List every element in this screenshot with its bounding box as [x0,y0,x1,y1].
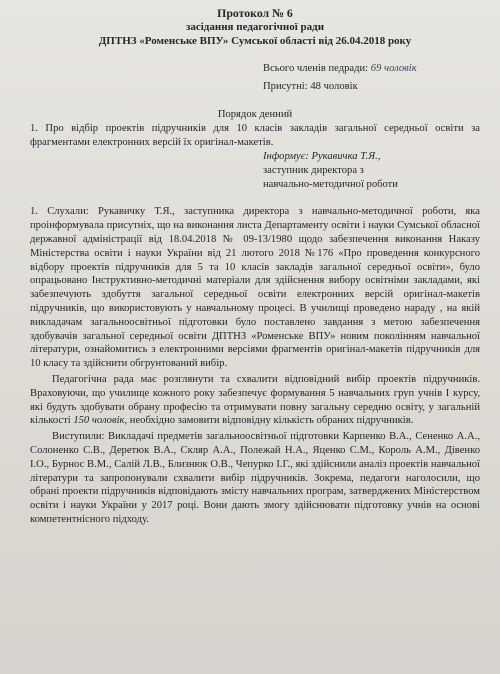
present-label: Присутні: [263,80,308,92]
council-paragraph [30,373,480,428]
informant-block [263,150,480,191]
student-count: 150 чоловік [73,415,125,427]
present-line [263,80,480,94]
attendance-block [263,62,480,94]
informant-name: Інформує: Рукавичка Т.Я., [263,150,381,162]
protocol-subtitle: засідання педагогічної ради [185,21,325,33]
protocol-institution-date: ДПТНЗ «Роменське ВПУ» Сумської області від 26.04.2018 року [98,35,412,47]
members-value: 69 чоловік [370,63,417,74]
agenda-item: 1. Про відбір проектів підручників для 10 класів закладів загальної середньої освіти за фрагментами електронних версій їх оригінал-макетів. [30,123,480,149]
protocol-document [30,6,480,527]
council-text-b: , необхідно замовити відповідну кількість обраних підручників. [124,415,414,427]
heard-paragraph: 1. Слухали: Рукавичку Т.Я., заступника директора з навчально-методичної роботи, яка проінформувала присутніх, що на виконання листа Департаменту освіти і науки Сумської обласної державної адміністрації від 18.04.2018 № 09-13/1980 щодо забезпечення виконання Наказу Міністерства освіти і науки України від 21 лютого 2018 №176 «Про проведення конкурсного відбору проектів підручників для 5 та 10 класів закладів загальної середньої освіти», було опрацьовано Інструктивно-методичні матеріали для здійснення вибору освітніми закладами, які забезпечують здобуття загальної середньої освіти електронних версій оригінал-макетів підручників, що використовують у навчальному процесі. В училищі проведено нараду , на якій викладачам загальноосвітньої підготовки було поставлено завдання з метою забезпечення здобувачів загальної середньої освіти ДПТНЗ «Роменське ВПУ» новим поколінням навчальної літератури, ознайомитись з електронними версіями фрагментів оригінал-макетів підручників для 10 класу та здійснити обгрунтований вибір. [30,206,480,370]
speakers-paragraph: Виступили: Викладачі предметів загальноосвітньої підготовки Карпенко В.А., Сененко А.А., Солоненко С.В., Деретюк В.А., Скляр А.А., Полежай Н.А., Яценко С.М., Король А.М., Дівенко І.О., Бурнос В.М., Салій Л.В., Близнюк О.В., Чепурко І.Г., які здійснили аналіз проектів навчальної літератури та запропонували схвалити вибір підручників. Зокрема, педагоги наголосили, що обрані проекти підручників відповідають змісту навчальних програм, затверджених Міністерством освіти і науки України у 2017 році. Вони дають змогу здійснювати підготовку учнів на основі компетентнісного підходу. [30,431,480,525]
informant-position: заступник директора з [263,164,364,176]
protocol-title: Протокол № 6 [217,6,293,20]
members-line [263,62,480,76]
members-label: Всього членів педради: [263,63,369,74]
informant-department: навчально-методичної роботи [263,178,398,190]
agenda-heading: Порядок денний [217,108,293,120]
present-value: 48 чоловік [310,80,358,92]
council-text-a: Педагогічна рада має розглянути та схвалити відповідний вибір проектів підручників. Враховуючи, що училище кожного року забезпечує формування 5 навчальних груп учнів І курсу, які будуть здобувати обрану професію та отримувати повну загальну середню освіту, у загальній кількості [30,373,480,427]
